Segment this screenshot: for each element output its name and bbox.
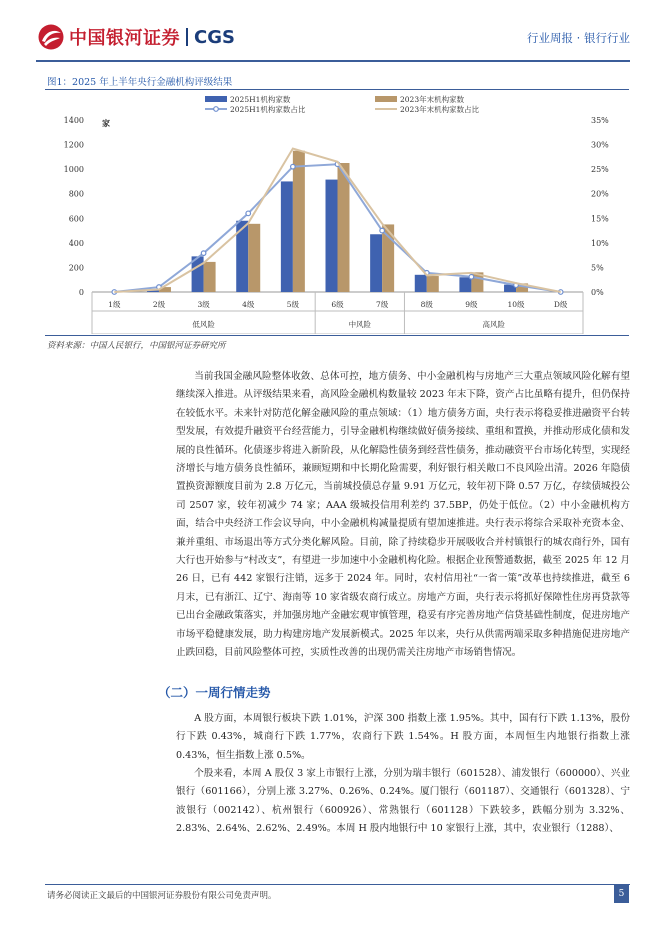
y2-axis-tick-label: 5% bbox=[591, 263, 604, 273]
bar-2023 bbox=[248, 224, 260, 292]
legend-swatch bbox=[375, 96, 397, 102]
figure-title: 图1：2025 年上半年央行金融机构评级结果 bbox=[47, 77, 233, 88]
legend-label: 2023年末机构家数 bbox=[400, 95, 465, 104]
logo-divider bbox=[186, 28, 188, 46]
x-axis-tick-label: 5级 bbox=[286, 300, 300, 309]
y2-axis-tick-label: 30% bbox=[591, 140, 609, 150]
y-axis-tick-label: 1400 bbox=[63, 116, 84, 125]
legend-label: 2025H1机构家数 bbox=[230, 95, 291, 104]
logo-english-name: CGS bbox=[194, 26, 235, 48]
figure-source: 资料来源：中国人民银行，中国银河证券研究所 bbox=[47, 341, 226, 351]
y-axis-unit-label: 家 bbox=[102, 118, 110, 128]
x-axis-tick-label: 4级 bbox=[242, 300, 255, 309]
x-axis-tick-label: 8级 bbox=[420, 300, 433, 309]
bar-2025h1 bbox=[326, 180, 338, 292]
footer-divider bbox=[45, 884, 630, 885]
y2-axis-tick-label: 10% bbox=[591, 238, 609, 248]
y-axis-tick-label: 200 bbox=[68, 263, 84, 273]
figure-bottom-rule bbox=[45, 335, 629, 336]
bar-2023 bbox=[204, 262, 216, 292]
figure-top-rule bbox=[45, 89, 629, 90]
x-axis-tick-label: 1级 bbox=[108, 300, 121, 309]
group-label: 低风险 bbox=[192, 320, 215, 329]
body-paragraph-risk: 当前我国金融风险整体收敛、总体可控，地方债务、中小金融机构与房地产三大重点领域风险化解有望继续深入推进。从评级结果来看，高风险金融机构数量较 2023 年末下降，资产占比虽略有提升，但仍保持在较低水平。未来针对防范化解金融风险的重点领域：（1）地方债务方面，央行表示将稳妥推进融资平台转型发展，有效提升融资平台经营能力，引导金融机构继续做好债务接续、重组和置换，并推动形成化债和发展的良性循环。化债逐步将进入新阶段，从化解隐性债务到经营性债务，推动融资平台市场化转型，实现经济增长与地方债务良性循环，兼顾短期和中长期化险需要，利好银行相关敞口不良风险出清。2026 年隐债置换资源额度目前为 2.8 万亿元，当前城投债总存量 9.91 万亿元，较年初下降 0.57 万亿，存续债城投公司 2507 家，较年初减少 74 家；AAA 级城投信用利差约 37.5BP，仍处于低位。（2）中小金融机构方面，结合中央经济工作会议导向，中小金融机构减量提质有望加速推进。央行表示将综合采取补充资本金、兼并重组、市场退出等方式分类化解风险。目前，除了持续稳步开展吸收合并村镇银行的城农商行外，国有大行也开始参与“村改支”，有望进一步加速中小金融机构化险。根据企业预警通数据，截至 2025 年 12 月 26 日，已有 442 家银行注销，远多于 2024 年。同时，农村信用社“一省一策”改革也持续推进，截至 6 月末，已有浙江、辽宁、海南等 10 家省级农商行成立。房地产方面，央行表示将抓好保障性住房再贷款等已出台金融政策落实，并加强房地产金融宏观审慎管理，稳妥有序完善房地产信贷基础性制度，促进房地产市场平稳健康发展，助力构建房地产发展新模式。2025 年以来，央行从供需两端采取多种措施促进房地产止跌回稳，目前风险整体可控，实质性改善的出现仍需关注房地产市场销售情况。 bbox=[176, 371, 630, 659]
legend-label: 2025H1机构家数占比 bbox=[230, 105, 306, 114]
bar-2025h1 bbox=[370, 234, 382, 292]
bar-2023 bbox=[293, 151, 305, 292]
page-number: 5 bbox=[614, 885, 629, 903]
report-type: 行业周报 · 银行行业 bbox=[527, 31, 630, 45]
header-divider bbox=[36, 60, 630, 62]
y-axis-tick-label: 400 bbox=[68, 238, 84, 248]
galaxy-logo-icon bbox=[38, 24, 64, 50]
y2-axis-tick-label: 25% bbox=[591, 165, 609, 175]
x-axis-tick-label: 10级 bbox=[507, 300, 525, 309]
group-label: 高风险 bbox=[482, 320, 505, 329]
page-header bbox=[0, 0, 662, 66]
line-point-2025h1-share bbox=[246, 211, 251, 216]
y2-axis-tick-label: 20% bbox=[591, 189, 609, 199]
company-logo bbox=[38, 22, 235, 52]
bar-2023 bbox=[427, 276, 439, 292]
x-axis-tick-label: D级 bbox=[553, 300, 568, 309]
footer-disclaimer: 请务必阅读正文最后的中国银河证券股份有限公司免责声明。 bbox=[47, 891, 277, 901]
x-axis-tick-label: 7级 bbox=[375, 300, 389, 309]
y2-axis-tick-label: 35% bbox=[591, 116, 609, 125]
line-point-2025h1-share bbox=[291, 164, 296, 169]
body-paragraph-sector: A 股方面，本周银行板块下跌 1.01%，沪深 300 指数上涨 1.95%。其中，国有行下跌 1.13%，股份行下跌 0.43%，城商行下跌 1.77%，农商行下跌 1.54%。H 股方面，本周恒生内地银行指数上涨 0.43%，恒生指数上涨 0.5%。 bbox=[176, 713, 630, 761]
y-axis-tick-label: 600 bbox=[68, 214, 84, 224]
bar-2025h1 bbox=[415, 275, 427, 292]
bar-2025h1 bbox=[281, 181, 293, 292]
y-axis-tick-label: 1000 bbox=[63, 165, 84, 175]
x-axis-tick-label: 6级 bbox=[331, 300, 344, 309]
y-axis-tick-label: 0 bbox=[78, 288, 84, 297]
line-point-2025h1-share bbox=[380, 228, 385, 233]
group-label: 中风险 bbox=[348, 320, 372, 329]
y-axis-tick-label: 800 bbox=[68, 189, 84, 199]
body-paragraph-stocks: 个股来看，本周 A 股仅 3 家上市银行上涨，分别为瑞丰银行（601528）、浦发银行（600000）、兴业银行（601166），分别上涨 3.27%、0.26%、0.24%。厦门银行（601187）、交通银行（601328）、宁波银行（002142）、杭州银行（600926）、常熟银行（601128）下跌较多，跌幅分别为 3.32%、2.83%、2.64%、2.62%、2.49%。本周 H 股内地银行中 10 家银行上涨，其中，农业银行（1288）、 bbox=[176, 768, 630, 835]
rating-chart bbox=[45, 92, 630, 334]
legend-swatch bbox=[205, 96, 227, 102]
legend-label: 2023年末机构家数占比 bbox=[400, 105, 480, 114]
logo-chinese-name: 中国银河证券 bbox=[69, 28, 180, 49]
x-axis-tick-label: 2级 bbox=[152, 300, 166, 309]
y-axis-tick-label: 1200 bbox=[63, 140, 84, 150]
y2-axis-tick-label: 0% bbox=[591, 288, 604, 297]
bar-2023 bbox=[338, 163, 350, 292]
x-axis-tick-label: 3级 bbox=[197, 300, 210, 309]
legend-marker bbox=[214, 107, 219, 112]
line-point-2025h1-share bbox=[201, 251, 206, 256]
section-title-weekly-market: （二）一周行情走势 bbox=[158, 685, 271, 700]
y2-axis-tick-label: 15% bbox=[591, 214, 609, 224]
bar-2025h1 bbox=[459, 277, 471, 292]
line-point-2025h1-share bbox=[469, 274, 474, 279]
x-axis-tick-label: 9级 bbox=[465, 300, 478, 309]
